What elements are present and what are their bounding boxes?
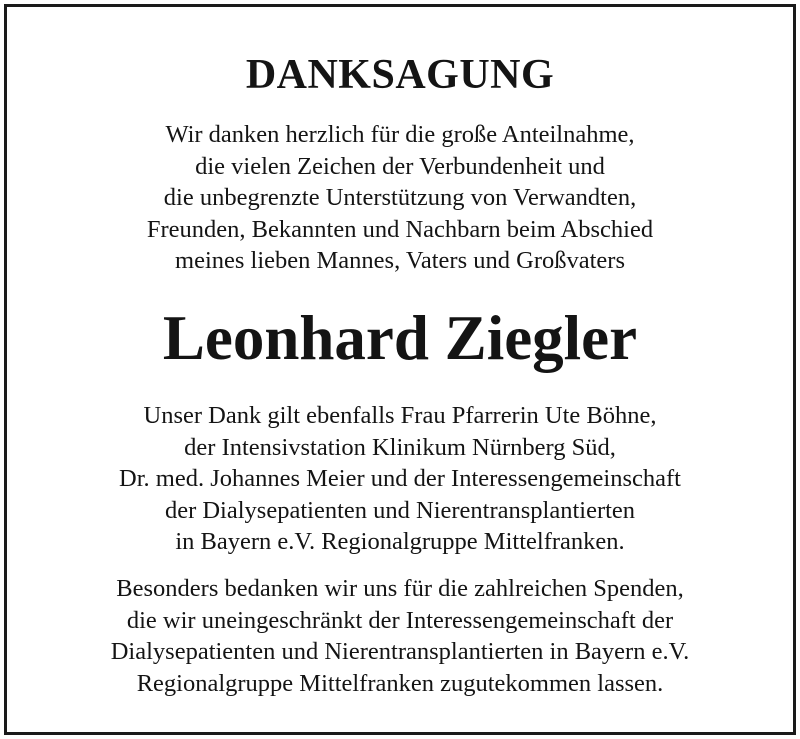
intro-line: Wir danken herzlich für die große Anteilnahme,: [165, 121, 635, 148]
donation-paragraph: [7, 573, 793, 699]
donation-line: die wir uneingeschränkt der Interessengemeinschaft der: [126, 606, 674, 634]
intro-line: die vielen Zeichen der Verbundenheit und: [195, 152, 605, 180]
thanks-line: in Bayern e.V. Regionalgruppe Mittelfranken.: [175, 528, 625, 555]
intro-line: die unbegrenzte Unterstützung von Verwandten,: [163, 184, 637, 211]
donation-line: Besonders bedanken wir uns für die zahlreichen Spenden,: [116, 575, 684, 602]
intro-paragraph: [7, 119, 793, 277]
thanks-line: Unser Dank gilt ebenfalls Frau Pfarrerin Ute Böhne,: [143, 402, 657, 429]
notice-title: DANKSAGUNG: [245, 52, 555, 98]
thanks-line: der Intensivstation Klinikum Nürnberg Süd,: [184, 433, 616, 461]
obituary-notice: [4, 4, 796, 735]
donation-line: Dialysepatienten und Nierentransplantierten in Bayern e.V.: [110, 638, 690, 665]
deceased-name: Leonhard Ziegler: [162, 303, 638, 373]
thanks-line: der Dialysepatienten und Nierentransplantierten: [164, 496, 636, 524]
thanks-line: Dr. med. Johannes Meier und der Interessengemeinschaft: [119, 465, 681, 492]
thanks-paragraph: [7, 400, 793, 558]
donation-line: Regionalgruppe Mittelfranken zugutekommen lassen.: [136, 669, 664, 697]
intro-line: meines lieben Mannes, Vaters und Großvaters: [175, 247, 625, 274]
intro-line: Freunden, Bekannten und Nachbarn beim Abschied: [146, 215, 654, 243]
